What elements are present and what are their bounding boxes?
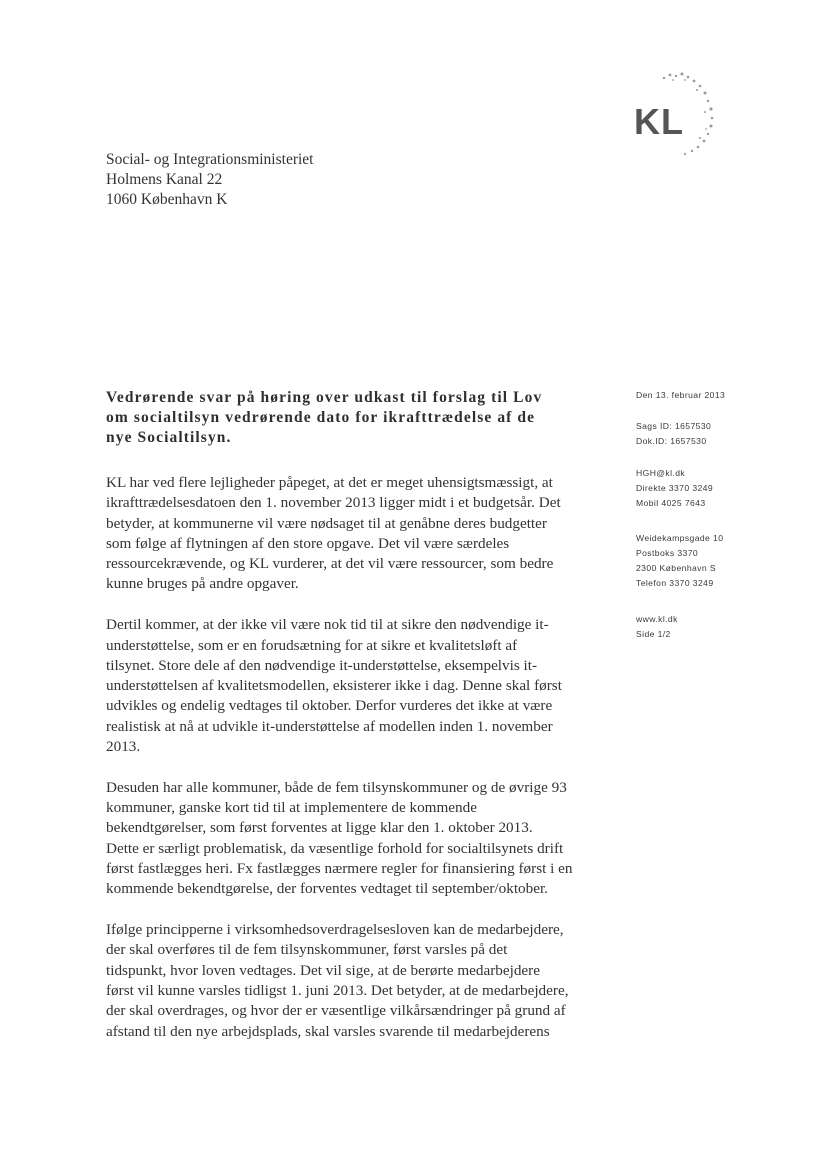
recipient-line: Holmens Kanal 22 — [106, 171, 223, 188]
kl-logo — [612, 66, 728, 166]
subject-line: Vedrørende svar på høring over udkast til forslag til Lov — [106, 389, 543, 406]
mobile-phone: Mobil 4025 7643 — [636, 498, 706, 508]
body-line: Dette er særligt problematisk, da væsentlige forhold for socialtilsynets drift — [106, 839, 564, 857]
body-line: tidspunkt, hvor loven vedtages. Det vil sige, at de berørte medarbejdere — [106, 961, 540, 979]
web-group — [636, 612, 678, 642]
subject-line: om socialtilsyn vedrørende dato for ikrafttrædelse af de — [106, 409, 536, 426]
body-paragraph — [106, 778, 626, 900]
body-paragraph — [106, 615, 626, 757]
page-number: Side 1/2 — [636, 629, 671, 639]
kl-logo-text: KL — [634, 101, 684, 142]
body-line: betyder, at kommunerne vil være nødsaget til at genåbne deres budgetter — [106, 514, 547, 532]
body-line: 2013. — [106, 738, 141, 756]
body-line: kunne bruges på andre opgaver. — [106, 575, 299, 593]
body-line: Desuden har alle kommuner, både de fem tilsynskommuner og de øvrige 93 — [106, 778, 567, 796]
body-line: ressourcekrævende, og KL vurderer, at det vil være ressourcer, som bedre — [106, 555, 554, 573]
body-line: der skal overdrages, og hvor der er væsentlige vilkårsændringer på grund af — [106, 1002, 566, 1020]
body-line: afstand til den nye arbejdsplads, skal varsles svarende til medarbejderens — [106, 1022, 550, 1040]
street-address: Weidekampsgade 10 — [636, 533, 724, 543]
body-line: udvikles og endelig vedtages til oktober. Derfor vurderes det ikke at være — [106, 697, 553, 715]
recipient-line: 1060 København K — [106, 191, 228, 208]
city: 2300 København S — [636, 563, 716, 573]
body-line: kommende bekendtgørelse, der forventes vedtaget til september/oktober. — [106, 880, 548, 898]
body-line: kommuner, ganske kort tid til at implementere de kommende — [106, 799, 477, 817]
subject-line: nye Socialtilsyn. — [106, 429, 232, 446]
body-paragraph — [106, 473, 626, 595]
dok-id: Dok.ID: 1657530 — [636, 436, 707, 446]
body-line: ikrafttrædelsesdatoen den 1. november 2013 ligger midt i et budgetsår. Det — [106, 494, 561, 512]
body-line: først vil kunne varsles tidligst 1. juni 2013. Det betyder, at de medarbejdere, — [106, 982, 569, 1000]
body-line: Ifølge principperne i virksomhedsoverdragelsesloven kan de medarbejdere, — [106, 921, 564, 939]
recipient-address — [106, 150, 313, 210]
sender-email: HGH@kl.dk — [636, 468, 686, 478]
reference-group — [636, 419, 711, 449]
sags-id: Sags ID: 1657530 — [636, 421, 712, 431]
body-line: KL har ved flere lejligheder påpeget, at det er meget uhensigtsmæssigt, at — [106, 474, 553, 491]
body-line: Dertil kommer, at der ikke vil være nok tid til at sikre den nødvendige it- — [106, 616, 549, 634]
body-line: realistisk at nå at udvikle it-understøttelse af modellen inden 1. november — [106, 717, 553, 735]
letter-subject — [106, 388, 606, 448]
body-line: som følge af flytningen af den store opgave. Det vil være særdeles — [106, 534, 510, 552]
contact-group — [636, 466, 713, 511]
direct-phone: Direkte 3370 3249 — [636, 483, 714, 493]
body-line: først fastlægges heri. Fx fastlægges nærmere regler for finansiering først i en — [106, 860, 573, 878]
date-group — [636, 388, 725, 403]
letter-body — [106, 473, 626, 1062]
telephone: Telefon 3370 3249 — [636, 578, 714, 588]
body-paragraph — [106, 920, 626, 1042]
body-line: understøttelsen af kvalitetsmodellen, eksisterer ikke i dag. Denne skal først — [106, 677, 562, 695]
body-line: understøttelse, som er en forudsætning for at sikre et kvalitetsløft af — [106, 636, 518, 654]
body-line: tilsynet. Store dele af den nødvendige it-understøttelse, eksempelvis it- — [106, 656, 538, 674]
po-box: Postboks 3370 — [636, 548, 699, 558]
body-line: der skal overføres til de fem tilsynskommuner, først varsles på det — [106, 941, 508, 959]
body-line: bekendtgørelser, som først forventes at ligge klar den 1. oktober 2013. — [106, 819, 533, 837]
website: www.kl.dk — [636, 614, 678, 624]
recipient-line: Social- og Integrationsministeriet — [106, 151, 314, 168]
letter-date: Den 13. februar 2013 — [636, 390, 726, 400]
address-group — [636, 531, 723, 591]
